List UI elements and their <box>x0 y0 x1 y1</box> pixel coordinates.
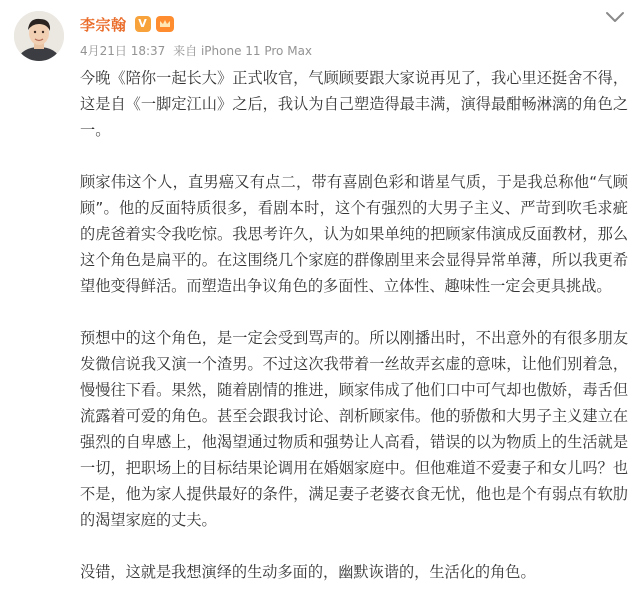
author-name[interactable]: 李宗翰 <box>80 15 127 34</box>
post-meta <box>80 42 600 59</box>
avatar-photo-icon <box>14 11 64 61</box>
post-time[interactable]: 4月21日 18:37 <box>80 44 166 58</box>
name-row <box>80 13 600 35</box>
post-content <box>80 65 628 585</box>
paragraph-3: 预想中的这个角色，是一定会受到骂声的。所以刚播出时，不出意外的有很多朋友发微信说我又演一个渣男。不过这次我带着一丝故弄玄虚的意味，让他们别着急，慢慢往下看。果然，随着剧情的推进，顾家伟成了他们口中可气却也傲娇，毒舌但流露着可爱的角色。甚至会跟我讨论、剖析顾家伟。他的骄傲和大男子主义建立在强烈的自卑感上，他渴望通过物质和强势让人高看，错误的以为物质上的生活就是一切，把职场上的目标结果论调用在婚姻家庭中。但他难道不爱妻子和女儿吗？也不是，他为家人提供最好的条件，满足妻子老婆衣食无忧，他也是个有弱点有软肋的渴望家庭的丈夫。 <box>80 329 628 529</box>
post-header <box>80 13 600 59</box>
member-crown-icon[interactable] <box>156 16 174 32</box>
post-source: 来自 iPhone 11 Pro Max <box>173 44 313 58</box>
avatar[interactable] <box>14 11 64 61</box>
chevron-down-icon[interactable] <box>604 10 626 24</box>
verified-v-icon: V <box>135 16 151 32</box>
paragraph-4: 没错，这就是我想演绎的生动多面的，幽默诙谐的，生活化的角色。 <box>80 563 536 581</box>
paragraph-1: 今晚《陪你一起长大》正式收官，气顾顾要跟大家说再见了，我心里还挺舍不得，这是自《一脚定江山》之后，我认为自己塑造得最丰满，演得最酣畅淋漓的角色之一。 <box>80 69 628 139</box>
paragraph-2: 顾家伟这个人，直男癌又有点二，带有喜剧色彩和谐星气质，于是我总称他“气顾顾”。他的反面特质很多，看剧本时，这个有强烈的大男子主义、严苛到吹毛求疵的虎爸着实令我吃惊。我思考许久，认为如果单纯的把顾家伟演成反面教材，那么这个角色是扁平的。在这围绕几个家庭的群像剧里来会显得异常单薄，所以我更希望他变得鲜活。而塑造出争议角色的多面性、立体性、趣味性一定会更具挑战。 <box>80 173 628 295</box>
